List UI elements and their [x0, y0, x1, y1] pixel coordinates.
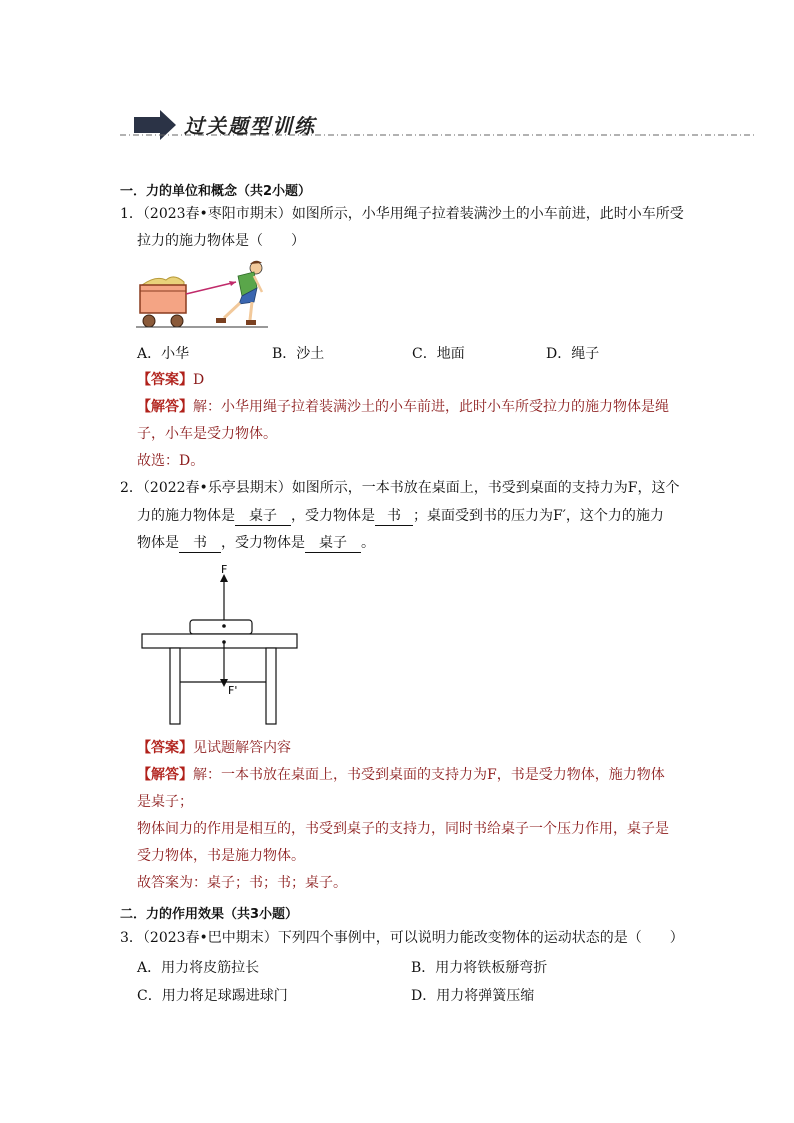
q1-number: 1． — [120, 206, 143, 222]
q2-analysis-text1: 解：一本书放在桌面上，书受到桌面的支持力为F，书是受力物体，施力物体 — [193, 767, 665, 783]
q1-option-d: D．绳子 — [546, 346, 600, 362]
q1-source: （2023春•枣阳市期末） — [142, 206, 292, 222]
q3-option-a: A．用力将皮筋拉长 — [137, 960, 260, 976]
q2-analysis-line3: 物体间力的作用是相互的，书受到桌子的支持力，同时书给桌子一个压力作用，桌子是 — [137, 821, 669, 837]
q1-answer-tag: 【答案】 — [137, 372, 193, 388]
q2-line3 — [137, 533, 375, 553]
q1-line1 — [120, 204, 684, 224]
q3-option-d: D．用力将弹簧压缩 — [411, 988, 535, 1004]
q2-line2 — [137, 506, 664, 526]
q1-analysis-text1: 解：小华用绳子拉着装满沙土的小车前进，此时小车所受拉力的施力物体是绳 — [193, 399, 669, 415]
q2-text: 如图所示，一本书放在桌面上，书受到桌面的支持力为F，这个 — [291, 480, 680, 496]
q1-text: 如图所示，小华用绳子拉着装满沙土的小车前进，此时小车所受 — [291, 206, 684, 222]
q2-analysis-line4: 受力物体，书是施力物体。 — [137, 848, 305, 864]
q3-option-b: B．用力将铁板掰弯折 — [411, 960, 548, 976]
q1-answer-value: D — [193, 372, 205, 388]
q2-analysis-line5: 故答案为：桌子；书；书；桌子。 — [137, 875, 347, 891]
q2-line2-c: ；桌面受到书的压力为F′，这个力的施力 — [413, 508, 664, 524]
q2-line3-b: ，受力物体是 — [221, 535, 305, 551]
q2-line3-a: 物体是 — [137, 535, 179, 551]
q2-line2-a: 力的施力物体是 — [137, 508, 235, 524]
q2-line2-b: ，受力物体是 — [291, 508, 375, 524]
q1-answer-line — [137, 370, 204, 390]
q1-option-c: C．地面 — [412, 346, 465, 362]
q2-analysis-line2: 是桌子； — [137, 794, 193, 810]
q1-analysis-line2: 子，小车是受力物体。 — [137, 426, 277, 442]
section-title-1: 一．力的单位和概念（共2小题） — [120, 184, 312, 199]
force-f-label: F — [221, 563, 228, 576]
cart-pulling-figure — [136, 258, 268, 330]
q2-number: 2． — [120, 480, 143, 496]
q2-line3-c: 。 — [361, 535, 375, 551]
q2-answer-tag: 【答案】 — [137, 740, 193, 756]
force-f-prime-label: F' — [228, 684, 238, 697]
q2-analysis-line1 — [137, 765, 665, 785]
q2-answer-line — [137, 738, 291, 758]
q2-analysis-tag: 【解答】 — [137, 767, 193, 783]
blank-4: 桌子 — [305, 535, 361, 553]
q2-line1 — [120, 478, 680, 498]
q3-option-c: C．用力将足球踢进球门 — [137, 988, 288, 1004]
blank-3: 书 — [179, 535, 221, 553]
banner-title: 过关题型训练 — [184, 114, 316, 138]
q2-source: （2022春•乐亭县期末） — [142, 480, 292, 496]
q3-line1 — [120, 928, 684, 948]
q1-analysis-tag: 【解答】 — [137, 399, 193, 415]
q1-option-b: B．沙土 — [272, 346, 325, 362]
q1-line2: 拉力的施力物体是（ ） — [137, 233, 305, 249]
q3-source: （2023春•巴中期末） — [142, 930, 278, 946]
blank-1: 桌子 — [235, 508, 291, 526]
q1-analysis-line1 — [137, 397, 669, 417]
q1-option-a: A．小华 — [137, 346, 190, 362]
table-force-diagram — [138, 560, 302, 728]
blank-2: 书 — [375, 508, 413, 526]
q3-text: 下列四个事例中，可以说明力能改变物体的运动状态的是（ ） — [277, 930, 684, 946]
section-title-2: 二．力的作用效果（共3小题） — [120, 907, 299, 922]
q2-answer-value: 见试题解答内容 — [193, 740, 291, 756]
q3-number: 3． — [120, 930, 143, 946]
q1-choice: 故选：D。 — [137, 453, 205, 469]
